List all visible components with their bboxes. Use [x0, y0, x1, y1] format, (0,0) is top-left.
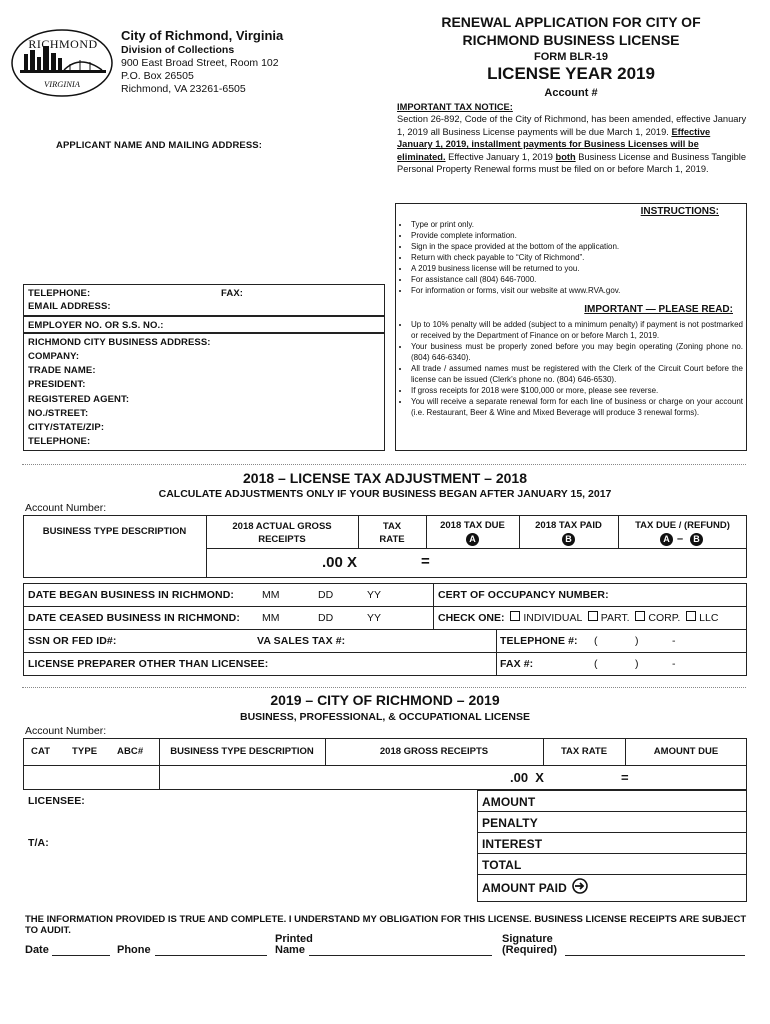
- interest-label: INTEREST: [482, 837, 543, 851]
- adjustment-calc-x: .00 X: [322, 554, 358, 571]
- col-tax-refund: TAX DUE / (REFUND): [635, 520, 730, 531]
- address-line-2: P.O. Box 26505: [121, 70, 194, 82]
- phone-label: Phone: [117, 944, 151, 956]
- tax-notice-heading: IMPORTANT TAX NOTICE:: [397, 102, 513, 112]
- form-title-1: RENEWAL APPLICATION FOR CITY OF: [441, 14, 701, 30]
- business-address-field: PRESIDENT:: [28, 379, 86, 391]
- ceased-dd: DD: [318, 612, 334, 624]
- date-label: Date: [25, 944, 49, 956]
- fax-number-label: FAX #:: [500, 658, 534, 670]
- account-number-label: Account #: [544, 87, 598, 99]
- form-title-2: RICHMOND BUSINESS LICENSE: [462, 32, 680, 48]
- important-item: • If gross receipts for 2018 were $100,000 or more, please see reverse.: [410, 385, 743, 396]
- instruction-item: • Provide complete information.: [410, 230, 743, 241]
- col-gross-receipts: 2018 GROSS RECEIPTS: [379, 746, 489, 757]
- col-abc: ABC#: [117, 746, 144, 757]
- telephone-label: TELEPHONE:: [28, 288, 91, 299]
- logo-bottom-text: VIRGINIA: [44, 79, 80, 89]
- license-account-label: Account Number:: [25, 725, 107, 737]
- began-yy: YY: [367, 589, 382, 601]
- total-label: TOTAL: [482, 858, 522, 872]
- col-amount-due: AMOUNT DUE: [653, 746, 719, 757]
- division-name: Division of Collections: [121, 44, 235, 56]
- instructions-heading: INSTRUCTIONS:: [640, 206, 719, 217]
- important-list: [399, 319, 743, 418]
- email-label: EMAIL ADDRESS:: [28, 301, 111, 312]
- occupancy-label: CERT OF OCCUPANCY NUMBER:: [438, 589, 609, 601]
- fax-dash: -: [672, 658, 676, 670]
- col-type: TYPE: [72, 746, 98, 757]
- required-label: (Required): [502, 944, 557, 956]
- business-address-field: REGISTERED AGENT:: [28, 393, 130, 405]
- name-label: Name: [275, 944, 305, 956]
- check-one-label: CHECK ONE:: [438, 612, 505, 624]
- col-license-tax-rate: TAX RATE: [560, 746, 608, 757]
- col-business-desc: BUSINESS TYPE DESCRIPTION: [170, 746, 314, 757]
- printed-label: Printed: [275, 933, 313, 945]
- corporation-checkbox[interactable]: [635, 611, 645, 621]
- minus-sign: –: [677, 533, 684, 545]
- circle-b-icon: B: [690, 533, 703, 546]
- license-calc-x: .00 X: [510, 770, 544, 785]
- instruction-item: • Sign in the space provided at the bottom of the application.: [410, 241, 743, 252]
- col-tax-due: 2018 TAX DUE: [440, 520, 505, 531]
- col-tax-rate: TAX RATE: [379, 521, 405, 545]
- date-line[interactable]: [52, 955, 110, 956]
- circle-a-icon: A: [660, 533, 673, 546]
- partnership-label: PART.: [600, 612, 630, 624]
- printed-name-line[interactable]: [309, 955, 492, 956]
- began-dd: DD: [318, 589, 334, 601]
- phone-paren-close: ): [635, 635, 639, 647]
- began-mm: MM: [262, 589, 280, 601]
- partnership-checkbox[interactable]: [588, 611, 598, 621]
- signature-line[interactable]: [565, 955, 745, 956]
- tax-notice: [397, 101, 747, 175]
- important-item: • All trade / assumed names must be registered with the Clerk of the Circuit Court before the license can be issued (Clerk’s phone no. (804) 646-6530).: [410, 363, 743, 385]
- business-address-field: NO./STREET:: [28, 407, 89, 419]
- logo-top-text: RICHMOND: [28, 37, 98, 51]
- telephone-number-label: TELEPHONE #:: [500, 635, 578, 647]
- form-number: FORM BLR-19: [534, 51, 608, 63]
- license-year: LICENSE YEAR 2019: [487, 64, 655, 83]
- individual-label: INDIVIDUAL: [523, 612, 582, 624]
- phone-dash: -: [672, 635, 676, 647]
- phone-paren-open: (: [594, 635, 598, 647]
- individual-checkbox[interactable]: [510, 611, 520, 621]
- license-2019-subtitle: BUSINESS, PROFESSIONAL, & OCCUPATIONAL LICENSE: [240, 711, 530, 723]
- instruction-item: • A 2019 business license will be returned to you.: [410, 263, 743, 274]
- employer-label: EMPLOYER NO. OR S.S. NO.:: [28, 320, 164, 331]
- city-seal-logo: [10, 28, 114, 98]
- preparer-label: LICENSE PREPARER OTHER THAN LICENSEE:: [28, 658, 269, 670]
- address-line-1: 900 East Broad Street, Room 102: [121, 57, 279, 69]
- instructions-list: [399, 219, 743, 296]
- business-address-heading: RICHMOND CITY BUSINESS ADDRESS:: [28, 337, 211, 348]
- col-cat: CAT: [31, 746, 51, 757]
- llc-checkbox[interactable]: [686, 611, 696, 621]
- date-began-label: DATE BEGAN BUSINESS IN RICHMOND:: [28, 589, 235, 601]
- arrow-right-icon: [572, 878, 588, 899]
- amount-paid-label: AMOUNT PAID: [482, 881, 567, 895]
- business-address-field: COMPANY:: [28, 351, 80, 362]
- important-item: • You will receive a separate renewal form for each line of business or charge on your account (i.e. Restaurant, Beer & Wine and Mixed Beverage will produce 3 renewal forms).: [410, 396, 743, 418]
- important-heading: IMPORTANT — PLEASE READ:: [584, 304, 733, 315]
- phone-line[interactable]: [155, 955, 267, 956]
- important-item: • Up to 10% penalty will be added (subject to a minimum penalty) if payment is not postmarked or received by the Department of Finance on or before March 1, 2019.: [410, 319, 743, 341]
- business-address-field: CITY/STATE/ZIP:: [28, 422, 105, 433]
- ceased-yy: YY: [367, 612, 382, 624]
- fax-paren-close: ): [635, 658, 639, 670]
- adjustment-title: 2018 – LICENSE TAX ADJUSTMENT – 2018: [243, 470, 527, 486]
- va-sales-label: VA SALES TAX #:: [257, 635, 346, 647]
- llc-label: LLC: [699, 612, 719, 624]
- adjustment-calc-equals: =: [421, 553, 430, 570]
- instruction-item: • For information or forms, visit our website at www.RVA.gov.: [410, 285, 743, 296]
- fax-paren-open: (: [594, 658, 598, 670]
- check-one-group: [438, 611, 718, 624]
- adjustment-account-label: Account Number:: [25, 502, 107, 514]
- licensee-label: LICENSEE:: [28, 795, 85, 807]
- ssn-label: SSN OR FED ID#:: [28, 635, 117, 647]
- city-name: City of Richmond, Virginia: [121, 28, 284, 43]
- license-2019-title: 2019 – CITY OF RICHMOND – 2019: [270, 692, 500, 708]
- amount-label: AMOUNT: [482, 795, 536, 809]
- important-item: • Your business must be properly zoned before you may begin operating (Zoning phone no. (804) 646-6340).: [410, 341, 743, 363]
- signature-label: Signature: [502, 933, 553, 945]
- circle-b-icon: B: [562, 533, 575, 546]
- address-line-3: Richmond, VA 23261-6505: [121, 83, 246, 95]
- col-tax-paid: 2018 TAX PAID: [535, 520, 602, 531]
- tax-notice-body: Section 26-892, Code of the City of Richmond, has been amended, effective January 1, 2019 all Business License payments will be due March 1, 2019. Effective January 1, 2019, installment payments for Business Licenses will be eliminated. Effective January 1, 2019 both Business License and Business Tangible Personal Property Renewal forms must be filed on or before March 1, 2019.: [397, 114, 747, 175]
- business-address-field: TRADE NAME:: [28, 365, 96, 377]
- corporation-label: CORP.: [648, 612, 681, 624]
- certification-statement: THE INFORMATION PROVIDED IS TRUE AND COMPLETE. I UNDERSTAND MY OBLIGATION FOR THIS LICENSE. BUSINESS LICENSE RECEIPTS ARE SUBJECT TO AUDIT.: [25, 914, 747, 936]
- business-address-field: TELEPHONE:: [28, 436, 91, 448]
- date-ceased-label: DATE CEASED BUSINESS IN RICHMOND:: [28, 612, 240, 624]
- penalty-label: PENALTY: [482, 816, 538, 830]
- fax-label: FAX:: [221, 288, 244, 299]
- adjustment-subtitle: CALCULATE ADJUSTMENTS ONLY IF YOUR BUSINESS BEGAN AFTER JANUARY 15, 2017: [158, 488, 612, 500]
- col-actual-gross: 2018 ACTUAL GROSS RECEIPTS: [232, 521, 332, 545]
- col-business-type: BUSINESS TYPE DESCRIPTION: [42, 526, 187, 537]
- applicant-label: APPLICANT NAME AND MAILING ADDRESS:: [56, 140, 262, 151]
- ta-label: T/A:: [28, 837, 49, 849]
- ceased-mm: MM: [262, 612, 280, 624]
- instruction-item: • For assistance call (804) 646-7000.: [410, 274, 743, 285]
- instruction-item: • Return with check payable to “City of Richmond”.: [410, 252, 743, 263]
- license-calc-equals: =: [621, 770, 629, 785]
- circle-a-icon: A: [466, 533, 479, 546]
- instruction-item: • Type or print only.: [410, 219, 743, 230]
